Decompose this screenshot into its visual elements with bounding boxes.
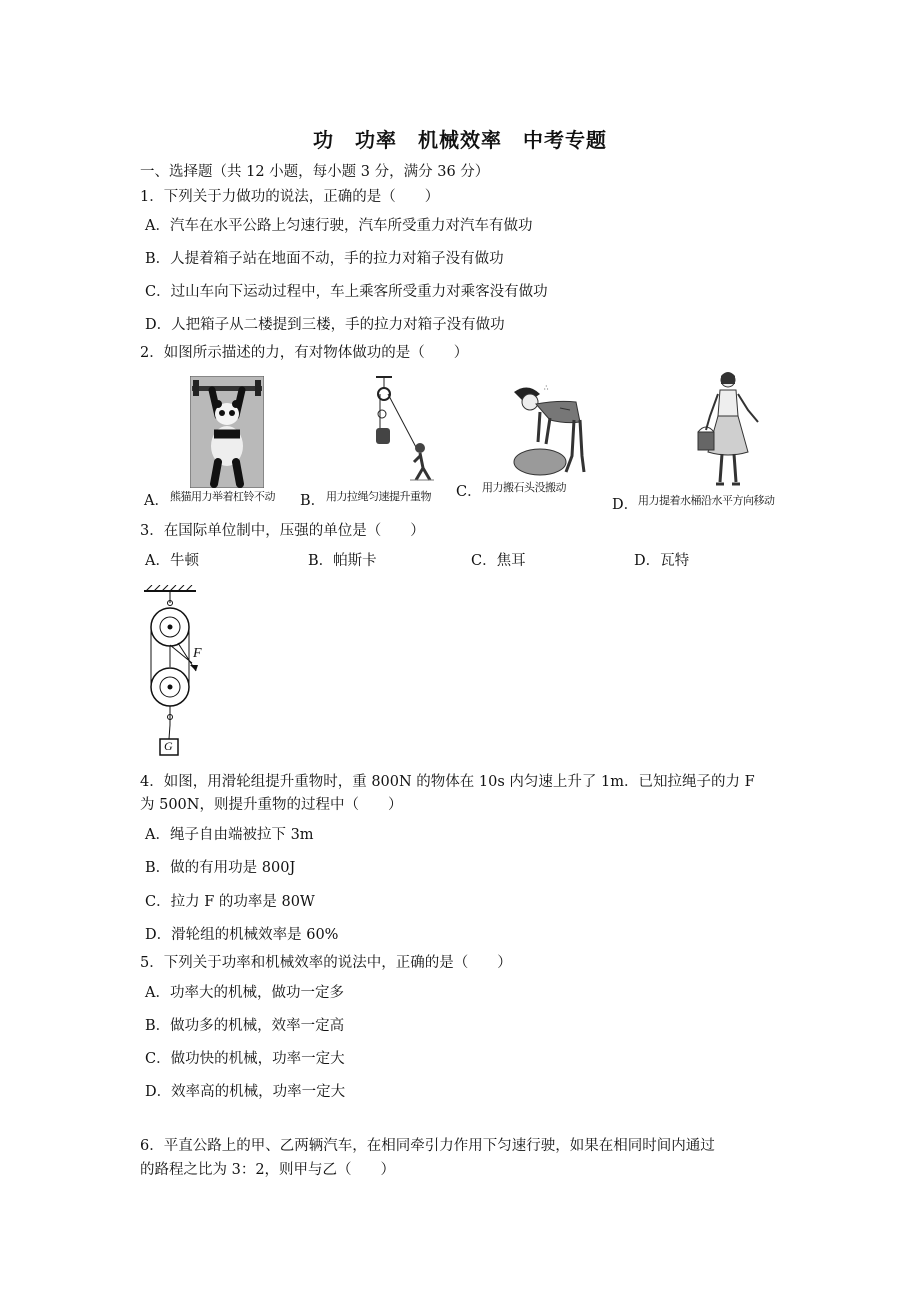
q3-option-b: B．帕斯卡	[308, 553, 377, 569]
svg-text:∴: ∴	[544, 384, 549, 392]
q2-letter-a: A．	[144, 493, 169, 509]
figure-stone-push	[510, 382, 598, 478]
q2-letter-b: B．	[300, 493, 326, 509]
q1-option-d: D．人把箱子从二楼提到三楼，手的拉力对箱子没有做功	[145, 317, 505, 333]
q2-letter-c: C．	[456, 484, 482, 500]
q6-stem-line1: 6．平直公路上的甲、乙两辆汽车，在相同牵引力作用下匀速行驶，如果在相同时间内通过	[140, 1138, 715, 1154]
q1-stem: 1．下列关于力做功的说法，正确的是（ ）	[140, 189, 440, 205]
q2-caption-a: 熊猫用力举着杠铃不动	[170, 490, 275, 503]
q4-option-d: D．滑轮组的机械效率是 60%	[145, 927, 339, 943]
figure-panda-barbell	[190, 376, 264, 488]
q4-stem-line1: 4．如图，用滑轮组提升重物时，重 800N 的物体在 10s 内匀速上升了 1m．已知拉绳子的力 F	[140, 774, 755, 790]
q5-option-c: C．做功快的机械，功率一定大	[145, 1051, 345, 1067]
q4-option-b: B．做的有用功是 800J	[145, 860, 296, 876]
figure-bucket-carry	[692, 370, 764, 490]
figure-pulley-system	[140, 585, 220, 760]
q3-option-c: C．焦耳	[471, 553, 526, 569]
q5-stem: 5．下列关于功率和机械效率的说法中，正确的是（ ）	[140, 955, 512, 971]
q3-option-d: D．瓦特	[634, 553, 690, 569]
q4-stem-line2: 为 500N，则提升重物的过程中（ ）	[140, 797, 403, 813]
q5-option-b: B．做功多的机械，效率一定高	[145, 1018, 345, 1034]
q3-stem: 3．在国际单位制中，压强的单位是（ ）	[140, 523, 425, 539]
q5-option-d: D．效率高的机械，功率一定大	[145, 1084, 346, 1100]
q2-caption-c: 用力搬石头没搬动	[482, 481, 566, 494]
q1-option-b: B．人提着箱子站在地面不动，手的拉力对箱子没有做功	[145, 251, 504, 267]
q2-caption-b: 用力拉绳匀速提升重物	[326, 490, 431, 503]
section-heading: 一、选择题（共 12 小题，每小题 3 分，满分 36 分）	[140, 164, 490, 180]
q1-option-a: A．汽车在水平公路上匀速行驶，汽车所受重力对汽车有做功	[145, 218, 533, 234]
q4-option-c: C．拉力 F 的功率是 80W	[145, 894, 315, 910]
q4-option-a: A．绳子自由端被拉下 3m	[145, 827, 314, 843]
force-label: F	[193, 646, 202, 661]
q6-stem-line2: 的路程之比为 3：2，则甲与乙（ ）	[140, 1162, 396, 1178]
q2-caption-d: 用力提着水桶沿水平方向移动	[638, 494, 775, 507]
q2-letter-d: D．	[612, 497, 639, 513]
q2-stem: 2．如图所示描述的力，有对物体做功的是（ ）	[140, 345, 469, 361]
q3-option-a: A．牛顿	[145, 553, 199, 569]
weight-label: G	[164, 739, 173, 753]
figure-rope-pulley	[368, 376, 440, 486]
page-title: 功 功率 机械效率 中考专题	[313, 128, 607, 152]
q5-option-a: A．功率大的机械，做功一定多	[145, 985, 344, 1001]
q1-option-c: C．过山车向下运动过程中，车上乘客所受重力对乘客没有做功	[145, 284, 548, 300]
